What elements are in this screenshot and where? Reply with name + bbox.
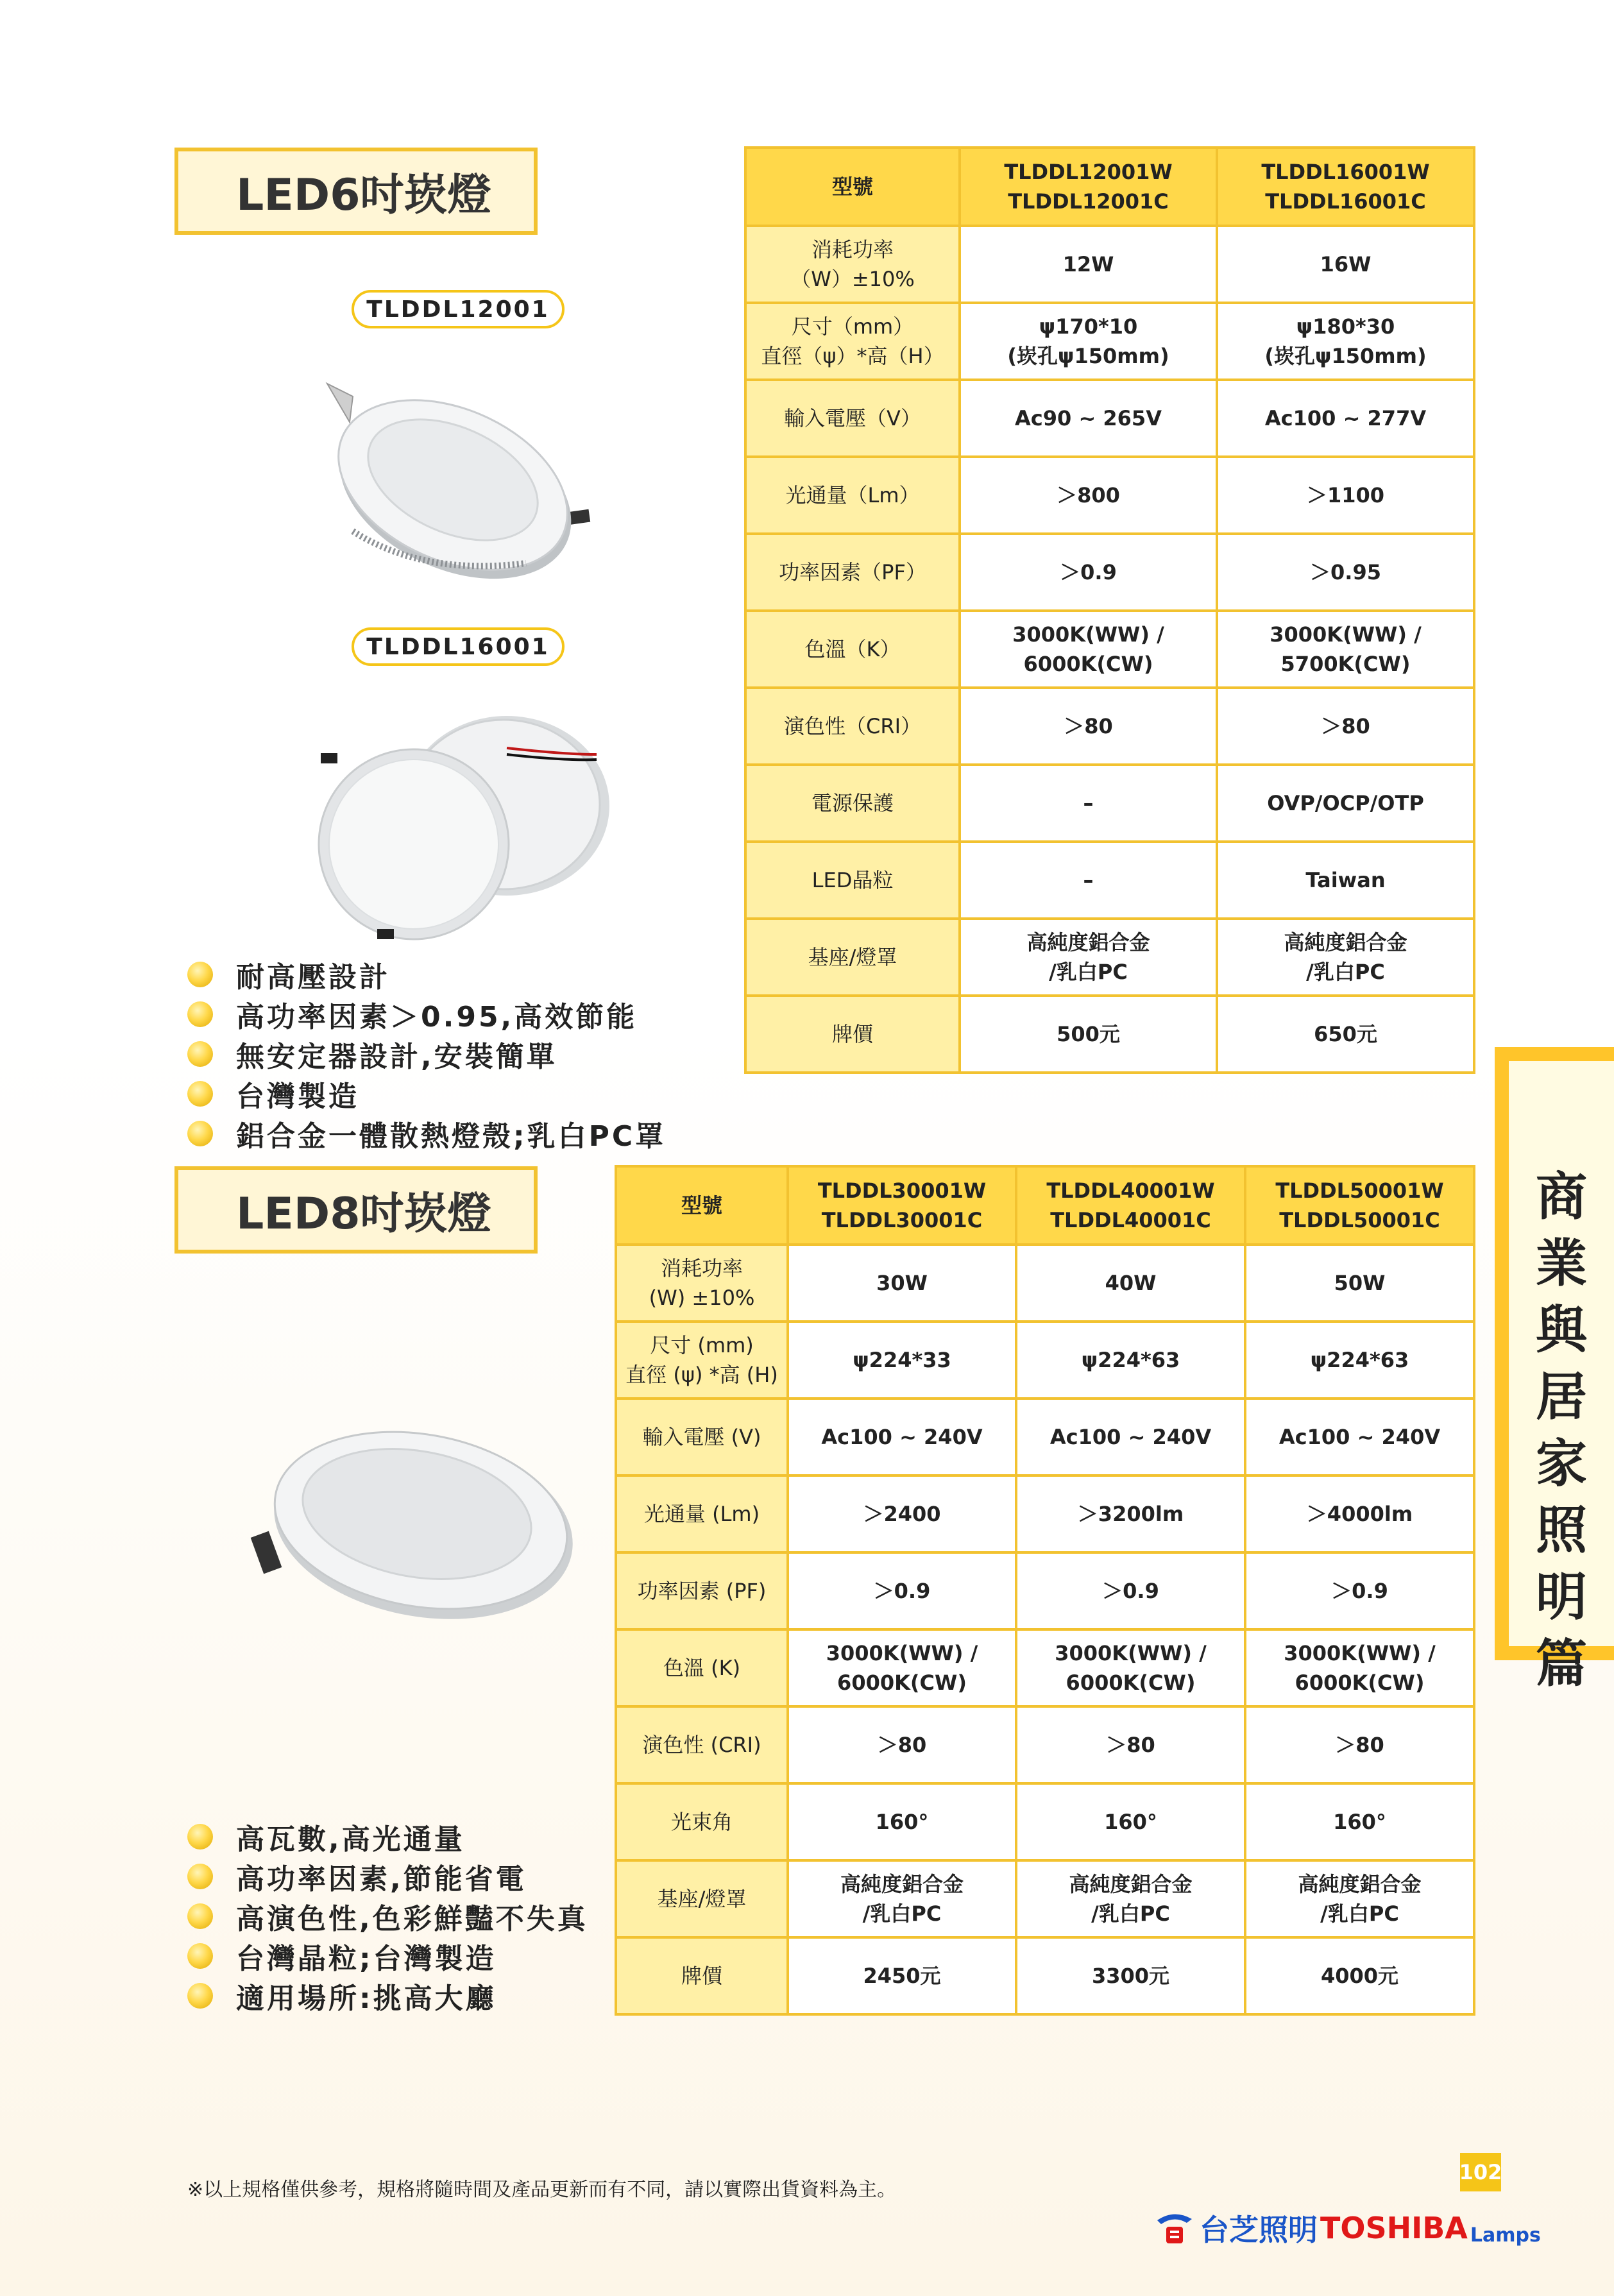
table-cell: ＞4000lm xyxy=(1245,1475,1474,1552)
table-cell: ＞0.95 xyxy=(1217,534,1474,611)
row-label-cell: 色溫 (K) xyxy=(616,1629,788,1706)
row-label-cell: 功率因素 (PF) xyxy=(616,1552,788,1629)
feature-item: 高功率因素,節能省電 xyxy=(187,1857,588,1896)
table-cell: ψ224*63 xyxy=(1016,1322,1245,1399)
bullet-icon xyxy=(187,1001,213,1027)
feature-item: 鋁合金一體散熱燈殼;乳白PC罩 xyxy=(187,1114,666,1153)
product-photo-tlddl12001 xyxy=(314,371,597,589)
brand-name-en: TOSHIBA xyxy=(1320,2211,1468,2245)
feature-item: 台灣晶粒;台灣製造 xyxy=(187,1936,588,1976)
table-cell: Ac90 ~ 265V xyxy=(960,380,1217,457)
bullet-icon xyxy=(187,1121,213,1146)
table-header-cell: 型號 xyxy=(616,1166,788,1245)
table-cell: Ac100 ~ 240V xyxy=(788,1399,1016,1475)
table-cell: ψ224*63 xyxy=(1245,1322,1474,1399)
table-header-row xyxy=(616,1166,1474,1245)
table-cell: ＞2400 xyxy=(788,1475,1016,1552)
table-cell: 3000K(WW) / 6000K(CW) xyxy=(960,611,1217,688)
table-row xyxy=(616,1860,1474,1937)
table-cell: ψ224*33 xyxy=(788,1322,1016,1399)
table-row xyxy=(616,1552,1474,1629)
bullet-icon xyxy=(187,962,213,987)
feature-item: 耐高壓設計 xyxy=(187,955,666,994)
row-label-cell: 輸入電壓（V） xyxy=(745,380,960,457)
table-cell: OVP/OCP/OTP xyxy=(1217,765,1474,842)
table-row xyxy=(616,1629,1474,1706)
bullet-icon xyxy=(187,1824,213,1850)
chapter-sidebar xyxy=(1495,1047,1614,1694)
row-label-cell: 電源保護 xyxy=(745,765,960,842)
table-row xyxy=(745,688,1474,765)
table-cell: ＞80 xyxy=(1245,1706,1474,1783)
table-cell: Ac100 ~ 277V xyxy=(1217,380,1474,457)
table-header-cell: TLDDL12001W TLDDL12001C xyxy=(960,148,1217,226)
row-label-cell: 消耗功率 （W）±10% xyxy=(745,226,960,303)
bullet-icon xyxy=(187,1903,213,1929)
table-cell: ＞80 xyxy=(788,1706,1016,1783)
row-label-cell: 基座/燈罩 xyxy=(745,919,960,996)
table-cell: Ac100 ~ 240V xyxy=(1245,1399,1474,1475)
row-label-cell: 演色性（CRI） xyxy=(745,688,960,765)
row-label-cell: 光通量（Lm） xyxy=(745,457,960,534)
table-cell: 650元 xyxy=(1217,996,1474,1073)
brand-logo xyxy=(1155,2207,1541,2249)
table-cell: ＞80 xyxy=(1217,688,1474,765)
table-cell: ＞3200lm xyxy=(1016,1475,1245,1552)
row-label-cell: 尺寸 (mm) 直徑 (ψ) *高 (H) xyxy=(616,1322,788,1399)
table-cell: 160° xyxy=(788,1783,1016,1860)
table-cell: 30W xyxy=(788,1245,1016,1322)
feature-item: 無安定器設計,安裝簡單 xyxy=(187,1034,666,1074)
table-header-cell: TLDDL40001W TLDDL40001C xyxy=(1016,1166,1245,1245)
row-label-cell: 尺寸（mm） 直徑（ψ）*高（H） xyxy=(745,303,960,380)
table-cell: 高純度鋁合金 /乳白PC xyxy=(1245,1860,1474,1937)
table-cell: ＞800 xyxy=(960,457,1217,534)
table-cell: 500元 xyxy=(960,996,1217,1073)
table-cell: 2450元 xyxy=(788,1937,1016,2014)
table-cell: – xyxy=(960,765,1217,842)
bullet-icon xyxy=(187,1864,213,1889)
feature-item: 適用場所:挑高大廳 xyxy=(187,1976,588,2016)
table-cell: 高純度鋁合金 /乳白PC xyxy=(960,919,1217,996)
table-cell: 50W xyxy=(1245,1245,1474,1322)
table-row xyxy=(745,765,1474,842)
feature-item: 高瓦數,高光通量 xyxy=(187,1817,588,1857)
row-label-cell: 基座/燈罩 xyxy=(616,1860,788,1937)
model-label-tlddl12001: TLDDL12001 xyxy=(352,290,565,328)
table-row xyxy=(745,534,1474,611)
row-label-cell: 光束角 xyxy=(616,1783,788,1860)
table-row xyxy=(616,1245,1474,1322)
table-row xyxy=(616,1706,1474,1783)
spec-table-8inch xyxy=(615,1165,1475,2016)
spec-table-6inch xyxy=(744,146,1475,1074)
table-cell: ＞0.9 xyxy=(788,1552,1016,1629)
table-header-cell: TLDDL30001W TLDDL30001C xyxy=(788,1166,1016,1245)
table-cell: Ac100 ~ 240V xyxy=(1016,1399,1245,1475)
table-cell: 高純度鋁合金 /乳白PC xyxy=(1217,919,1474,996)
table-row xyxy=(745,380,1474,457)
row-label-cell: 功率因素（PF） xyxy=(745,534,960,611)
table-row xyxy=(745,842,1474,919)
table-cell: 160° xyxy=(1016,1783,1245,1860)
table-cell: 16W xyxy=(1217,226,1474,303)
feature-item: 台灣製造 xyxy=(187,1074,666,1114)
bullet-icon xyxy=(187,1983,213,2009)
table-row xyxy=(745,919,1474,996)
section1-feature-list xyxy=(187,955,666,1153)
bullet-icon xyxy=(187,1081,213,1107)
table-cell: 12W xyxy=(960,226,1217,303)
table-cell: 160° xyxy=(1245,1783,1474,1860)
table-cell: ＞80 xyxy=(1016,1706,1245,1783)
table-cell: ＞0.9 xyxy=(1016,1552,1245,1629)
table-cell: ＞0.9 xyxy=(960,534,1217,611)
table-cell: 3000K(WW) / 6000K(CW) xyxy=(1245,1629,1474,1706)
table-cell: ψ170*10 (崁孔ψ150mm) xyxy=(960,303,1217,380)
table-row xyxy=(616,1399,1474,1475)
feature-item: 高功率因素＞0.95,高效節能 xyxy=(187,994,666,1034)
model-label-tlddl16001: TLDDL16001 xyxy=(352,627,565,666)
product-photo-tlddl16001 xyxy=(295,710,616,940)
table-cell: Taiwan xyxy=(1217,842,1474,919)
table-cell: 4000元 xyxy=(1245,1937,1474,2014)
row-label-cell: 輸入電壓 (V) xyxy=(616,1399,788,1475)
chapter-title-vertical: 商 業 與 居 家 照 明 篇 xyxy=(1509,1061,1614,1646)
disclaimer-text: ※以上規格僅供參考，規格將隨時間及產品更新而有不同，請以實際出貨資料為主。 xyxy=(187,2179,897,2201)
table-cell: ＞80 xyxy=(960,688,1217,765)
brand-suffix: Lamps xyxy=(1470,2224,1541,2247)
table-cell: 40W xyxy=(1016,1245,1245,1322)
row-label-cell: 牌價 xyxy=(745,996,960,1073)
table-cell: 高純度鋁合金 /乳白PC xyxy=(1016,1860,1245,1937)
table-cell: 3000K(WW) / 6000K(CW) xyxy=(1016,1629,1245,1706)
section2-feature-list xyxy=(187,1817,588,2016)
bullet-icon xyxy=(187,1943,213,1969)
brand-name-cn: 台芝照明 xyxy=(1200,2213,1318,2247)
table-cell: 3300元 xyxy=(1016,1937,1245,2014)
table-row xyxy=(616,1322,1474,1399)
section1-title: LED6吋崁燈 xyxy=(174,148,538,235)
table-row xyxy=(745,303,1474,380)
table-cell: ψ180*30 (崁孔ψ150mm) xyxy=(1217,303,1474,380)
table-cell: ＞0.9 xyxy=(1245,1552,1474,1629)
row-label-cell: 消耗功率 (W) ±10% xyxy=(616,1245,788,1322)
table-header-cell: 型號 xyxy=(745,148,960,226)
table-row xyxy=(616,1783,1474,1860)
page-number: 102 xyxy=(1460,2153,1501,2191)
table-row xyxy=(745,996,1474,1073)
table-row xyxy=(745,457,1474,534)
bullet-icon xyxy=(187,1041,213,1067)
table-row xyxy=(745,226,1474,303)
table-header-cell: TLDDL50001W TLDDL50001C xyxy=(1245,1166,1474,1245)
table-cell: – xyxy=(960,842,1217,919)
table-cell: 3000K(WW) / 5700K(CW) xyxy=(1217,611,1474,688)
table-row xyxy=(745,611,1474,688)
section2-title: LED8吋崁燈 xyxy=(174,1166,538,1254)
row-label-cell: 牌價 xyxy=(616,1937,788,2014)
row-label-cell: LED晶粒 xyxy=(745,842,960,919)
feature-item: 高演色性,色彩鮮豔不失真 xyxy=(187,1896,588,1936)
product-photo-8inch xyxy=(244,1418,577,1623)
row-label-cell: 光通量 (Lm) xyxy=(616,1475,788,1552)
table-row xyxy=(616,1475,1474,1552)
table-header-cell: TLDDL16001W TLDDL16001C xyxy=(1217,148,1474,226)
row-label-cell: 演色性 (CRI) xyxy=(616,1706,788,1783)
table-cell: 3000K(WW) / 6000K(CW) xyxy=(788,1629,1016,1706)
table-header-row xyxy=(745,148,1474,226)
row-label-cell: 色溫（K） xyxy=(745,611,960,688)
table-cell: ＞1100 xyxy=(1217,457,1474,534)
table-row xyxy=(616,1937,1474,2014)
table-cell: 高純度鋁合金 /乳白PC xyxy=(788,1860,1016,1937)
brand-mark-icon xyxy=(1155,2210,1194,2246)
